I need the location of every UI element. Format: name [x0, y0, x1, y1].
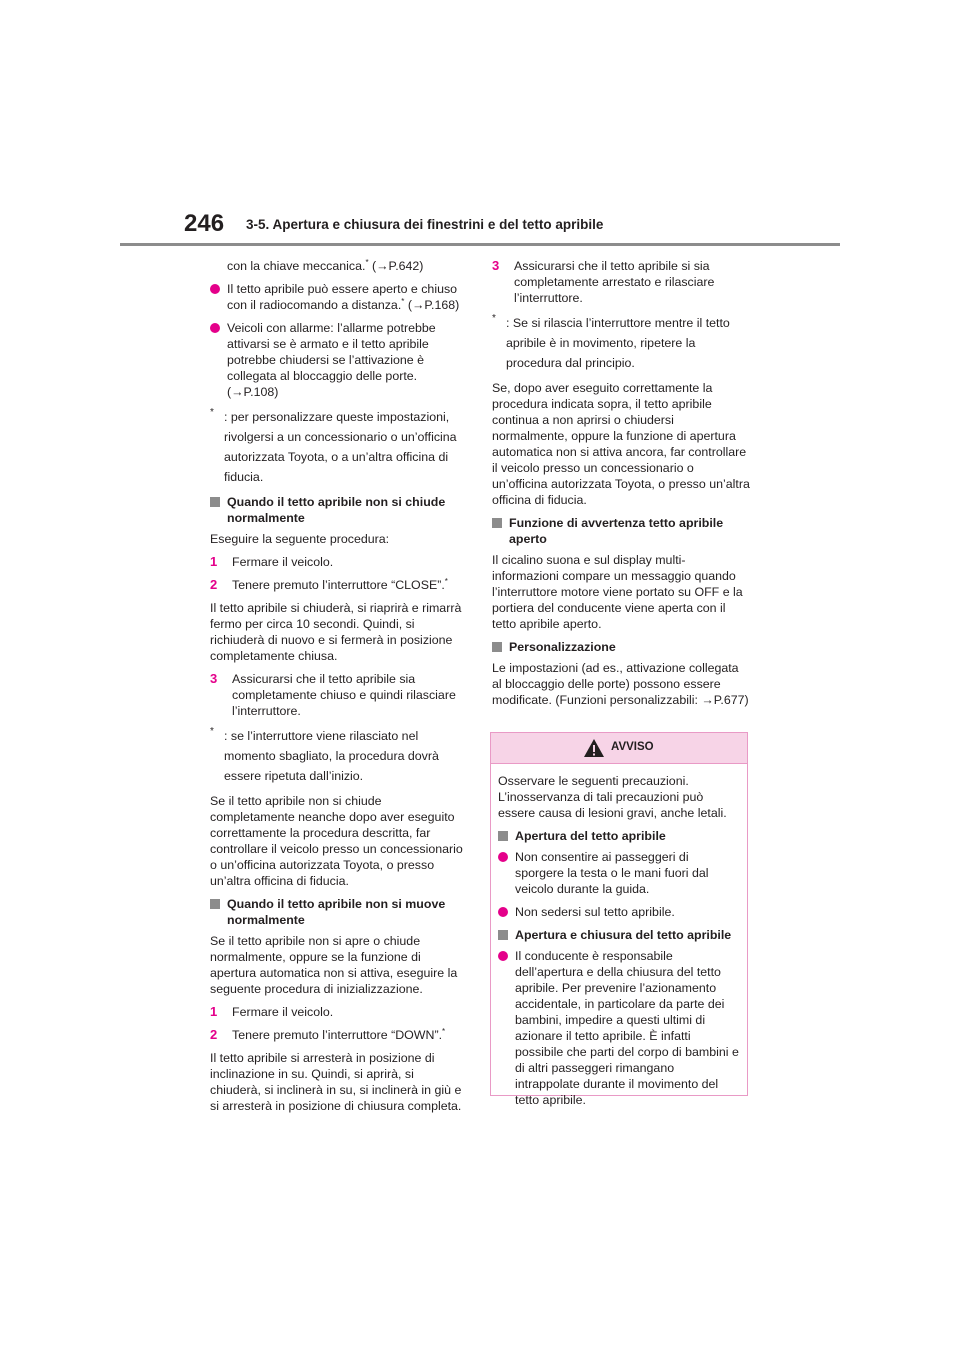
- bullet-dot-icon: [498, 907, 508, 917]
- left-column: [210, 258, 468, 1121]
- footnote: * : Se si rilascia l’interruttore mentre il tetto apribile è in movimento, ripetere la procedura dal principio.: [492, 313, 730, 370]
- section-title: 3-5. Apertura e chiusura dei finestrini e del tetto apribile: [246, 217, 604, 232]
- section-heading: Personalizzazione: [492, 639, 750, 655]
- step-item: 1 Fermare il veicolo.: [210, 554, 334, 569]
- warning-heading: Apertura del tetto apribile: [498, 828, 740, 844]
- step-item: 3 Assicurarsi che il tetto apribile sia completamente chiuso e quindi rilasciare l’interruttore.: [210, 671, 456, 718]
- warning-intro: Osservare le seguenti precauzioni. L’inosservanza di tali precauzioni può essere causa di lesioni gravi, anche letali.: [498, 774, 727, 820]
- heading-square-icon: [498, 930, 508, 940]
- warning-triangle-icon: [583, 738, 605, 758]
- heading-square-icon: [210, 497, 220, 507]
- section-heading: Funzione di avvertenza tetto apribile aperto: [492, 515, 750, 547]
- paragraph: Se, dopo aver eseguito correttamente la procedura indicata sopra, il tetto apribile continua a non aprirsi o chiudersi normalmente, oppure la funzione di apertura automatica non si attiva ancora, far controllare il veicolo presso un concessionario o un’officina autorizzata Toyota, o presso un’altra officina di fiducia.: [492, 381, 750, 507]
- step-item: 2 Tenere premuto l’interruttore “CLOSE”.*: [210, 576, 448, 592]
- section-heading: Quando il tetto apribile non si chiude normalmente: [210, 494, 468, 526]
- list-item: Il tetto apribile può essere aperto e chiuso con il radiocomando a distanza.* (→P.168): [210, 281, 468, 313]
- list-item: Non consentire ai passeggeri di sporgere la testa o le mani fuori dal veicolo durante la guida.: [498, 849, 740, 897]
- paragraph: Se il tetto apribile non si chiude completamente neanche dopo aver eseguito correttamente la procedura descritta, far controllare il veicolo presso un concessionario o un’officina autorizzata Toyota, o presso un’altra officina di fiducia.: [210, 794, 463, 888]
- page-number: 246: [184, 210, 225, 237]
- paragraph: Il tetto apribile si arresterà in posizione di inclinazione in su. Quindi, si aprirà, si chiuderà, si inclinerà in su, si inclinerà in giù e si arresterà in posizione di chiusura completa.: [210, 1051, 462, 1113]
- step-item: 3 Assicurarsi che il tetto apribile si sia completamente arrestato e rilasciare l’interruttore.: [492, 258, 715, 305]
- warning-box: [490, 732, 748, 1107]
- warning-label: AVVISO: [611, 741, 654, 753]
- step-item: 1 Fermare il veicolo.: [210, 1004, 334, 1019]
- section-heading: Quando il tetto apribile non si muove normalmente: [210, 896, 468, 928]
- paragraph: Le impostazioni (ad es., attivazione collegata al bloccaggio delle porte) possono essere modificate. (Funzioni personalizzabili: →P.677): [492, 661, 749, 707]
- warning-body: [491, 764, 747, 1108]
- bullet-dot-icon: [498, 951, 508, 961]
- footnote: * : per personalizzare queste impostazioni, rivolgersi a un concessionario o un’officina autorizzata Toyota, o a un’altra officina di fiducia.: [210, 407, 457, 484]
- bullet-dot-icon: [210, 284, 220, 294]
- heading-square-icon: [498, 831, 508, 841]
- footnote: * : se l’interruttore viene rilasciato nel momento sbagliato, la procedura dovrà essere ripetuta dall’inizio.: [210, 726, 439, 783]
- heading-square-icon: [492, 642, 502, 652]
- list-item: Veicoli con allarme: l’allarme potrebbe attivarsi se è armato e il tetto apribile potrebbe chiudersi se l’attivazione è collegata al bloccaggio delle porte. (→P.108): [210, 320, 468, 400]
- list-item: Non sedersi sul tetto apribile.: [498, 904, 740, 920]
- bullet-dot-icon: [498, 852, 508, 862]
- paragraph: Eseguire la seguente procedura:: [210, 532, 390, 546]
- paragraph: Il cicalino suona e sul display multi-informazioni compare un messaggio quando l’interruttore motore viene portato su OFF e la portiera del conducente viene aperta con il tetto apribile aperto.: [492, 553, 743, 631]
- warning-header: [491, 733, 747, 764]
- heading-square-icon: [492, 518, 502, 528]
- paragraph: Se il tetto apribile non si apre o chiude normalmente, oppure se la funzione di apertura automatica non si attiva, eseguire la seguente procedura di inizializzazione.: [210, 934, 458, 996]
- intro-paragraph: con la chiave meccanica.* (→P.642): [227, 257, 424, 273]
- header-rule: [120, 243, 840, 246]
- heading-square-icon: [210, 899, 220, 909]
- right-column: [492, 258, 750, 715]
- paragraph: Il tetto apribile si chiuderà, si riaprirà e rimarrà fermo per circa 10 secondi. Quindi, si richiuderà di nuovo e si fermerà in posizione completamente chiusa.: [210, 601, 462, 663]
- page-header: [0, 0, 960, 250]
- list-item: Il conducente è responsabile dell’apertura e della chiusura del tetto apribile. Per prevenire l’azionamento accidentale, in particolare da parte dei bambini, impedire a questi ultimi di azionare il tetto apribile. È infatti possibile che parti del corpo di bambini e di altri passeggeri rimangano intrappolate durante il movimento del tetto apribile.: [498, 948, 740, 1108]
- bullet-dot-icon: [210, 323, 220, 333]
- warning-heading: Apertura e chiusura del tetto apribile: [498, 927, 740, 943]
- step-item: 2 Tenere premuto l’interruttore “DOWN”.*: [210, 1026, 446, 1042]
